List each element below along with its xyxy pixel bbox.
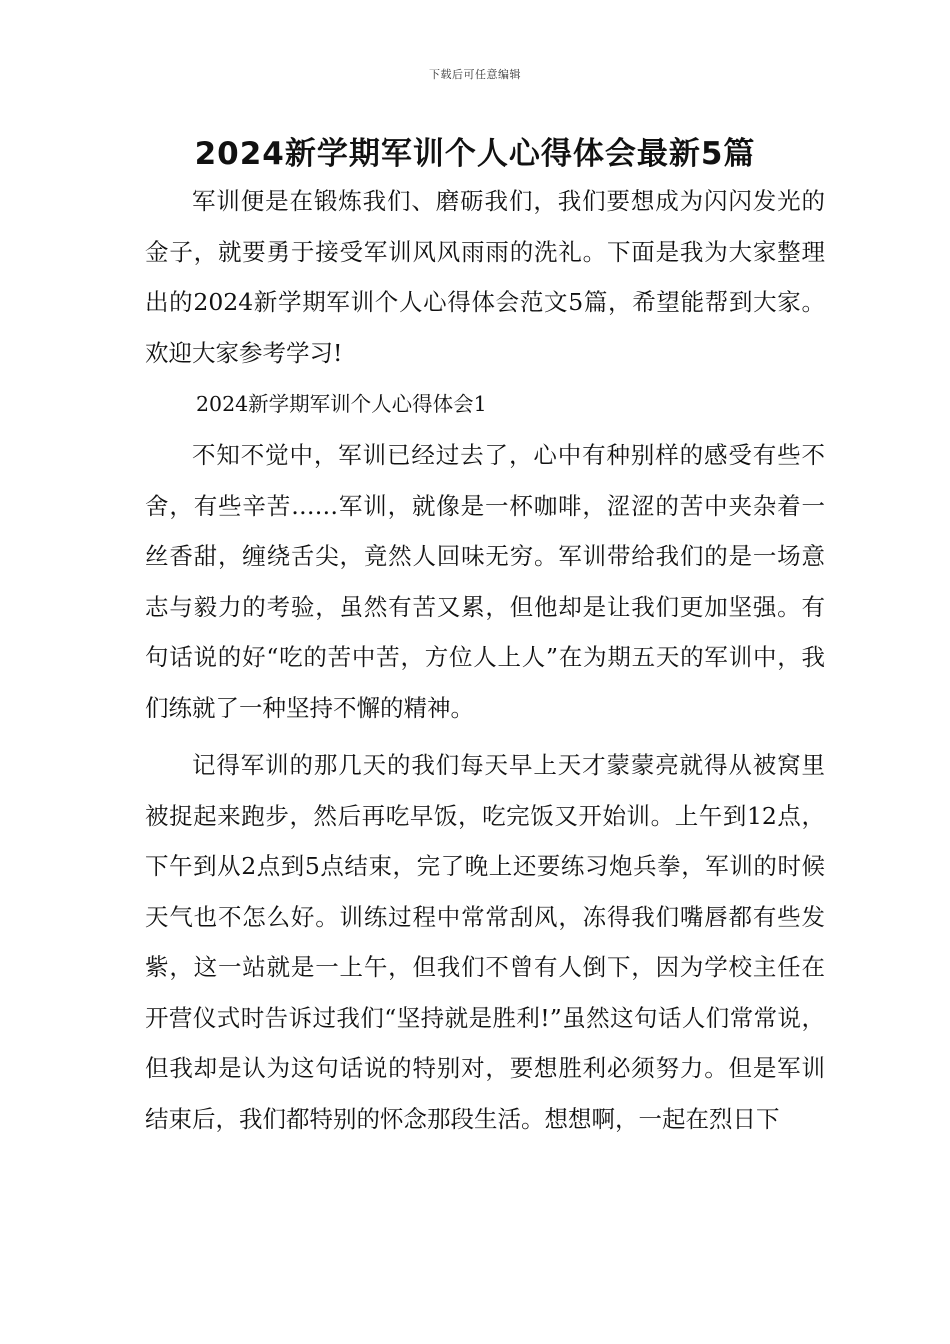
section-heading: 2024新学期军训个人心得体会1 <box>196 392 487 416</box>
document-body <box>145 176 825 1144</box>
body-paragraph-2: 记得军训的那几天的我们每天早上天才蒙蒙亮就得从被窝里被捉起来跑步，然后再吃早饭，吃完饭又开始训。上午到12点，下午到从2点到5点结束，完了晚上还要练习炮兵拳，军训的时候天气也不怎么好。训练过程中常常刮风，冻得我们嘴唇都有些发紫，这一站就是一上午，但我们不曾有人倒下，因为学校主任在开营仪式时告诉过我们“坚持就是胜利!”虽然这句话人们常常说，但我却是认为这句话说的特别对，要想胜利必须努力。但是军训结束后，我们都特别的怀念那段生活。想想啊，一起在烈日下 <box>145 751 825 1133</box>
intro-paragraph: 军训便是在锻炼我们、磨砺我们，我们要想成为闪闪发光的金子，就要勇于接受军训风风雨雨的洗礼。下面是我为大家整理出的2024新学期军训个人心得体会范文5篇，希望能帮到大家。欢迎大家参考学习! <box>145 187 825 367</box>
document-title: 2024新学期军训个人心得体会最新5篇 <box>194 136 756 172</box>
body-paragraph-1: 不知不觉中，军训已经过去了，心中有种别样的感受有些不舍，有些辛苦……军训，就像是一杯咖啡，涩涩的苦中夹杂着一丝香甜，缠绕舌尖，竟然人回味无穷。军训带给我们的是一场意志与毅力的考验，虽然有苦又累，但他却是让我们更加坚强。有句话说的好“吃的苦中苦，方位人上人”在为期五天的军训中，我们练就了一种坚持不懈的精神。 <box>145 441 825 722</box>
header-note: 下载后可任意编辑 <box>429 68 521 81</box>
